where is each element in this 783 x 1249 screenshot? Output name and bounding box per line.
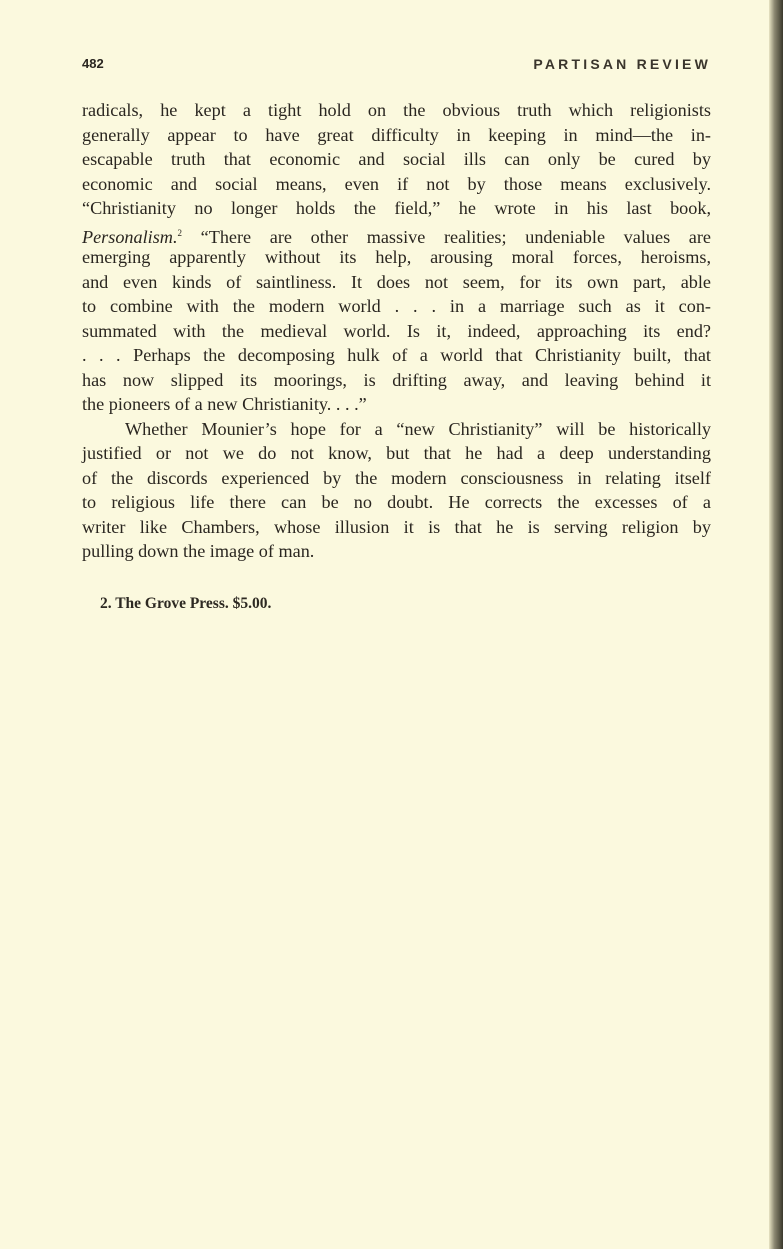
text-line xyxy=(82,221,711,246)
text-span: “There are other massive realities; undeniable values are xyxy=(200,226,712,247)
footnote: 2. The Grove Press. $5.00. xyxy=(100,595,272,612)
text-line: justified or not we do not know, but that he had a deep understanding xyxy=(82,443,711,463)
text-line: Whether Mounier’s hope for a “new Christianity” will be historically xyxy=(125,418,711,439)
footnote-marker: 2 xyxy=(177,227,182,238)
text-line: emerging apparently without its help, arousing moral forces, heroisms, xyxy=(82,247,711,267)
running-title: PARTISAN REVIEW xyxy=(533,56,711,72)
text-line: “Christianity no longer holds the field,” he wrote in his last book, xyxy=(82,198,711,218)
page-number: 482 xyxy=(82,56,104,71)
text-line: radicals, he kept a tight hold on the obvious truth which religionists xyxy=(82,100,711,120)
text-line: summated with the medieval world. Is it, indeed, approaching its end? xyxy=(82,320,711,341)
book-title: Personalism. xyxy=(82,226,178,247)
text-line: pulling down the image of man. xyxy=(82,541,315,561)
text-line: to religious life there can be no doubt. He corrects the excesses of a xyxy=(82,492,711,512)
text-line: to combine with the modern world . . . in a marriage such as it con- xyxy=(82,296,711,316)
text-line: the pioneers of a new Christianity. . . .” xyxy=(82,394,367,414)
text-line: writer like Chambers, whose illusion it is that he is serving religion by xyxy=(82,516,711,537)
page-edge-shadow xyxy=(769,0,783,1249)
text-line: economic and social means, even if not by those means exclusively. xyxy=(82,173,711,194)
body-text xyxy=(82,98,711,564)
text-line: has now slipped its moorings, is drifting away, and leaving behind it xyxy=(82,369,711,390)
text-line: escapable truth that economic and social ills can only be cured by xyxy=(82,149,711,169)
text-line: . . . Perhaps the decomposing hulk of a world that Christianity built, that xyxy=(82,345,711,365)
text-line: of the discords experienced by the modern consciousness in relating itself xyxy=(82,467,711,488)
text-line: and even kinds of saintliness. It does not seem, for its own part, able xyxy=(82,271,711,292)
text-line: generally appear to have great difficulty in keeping in mind—the in- xyxy=(82,124,711,145)
